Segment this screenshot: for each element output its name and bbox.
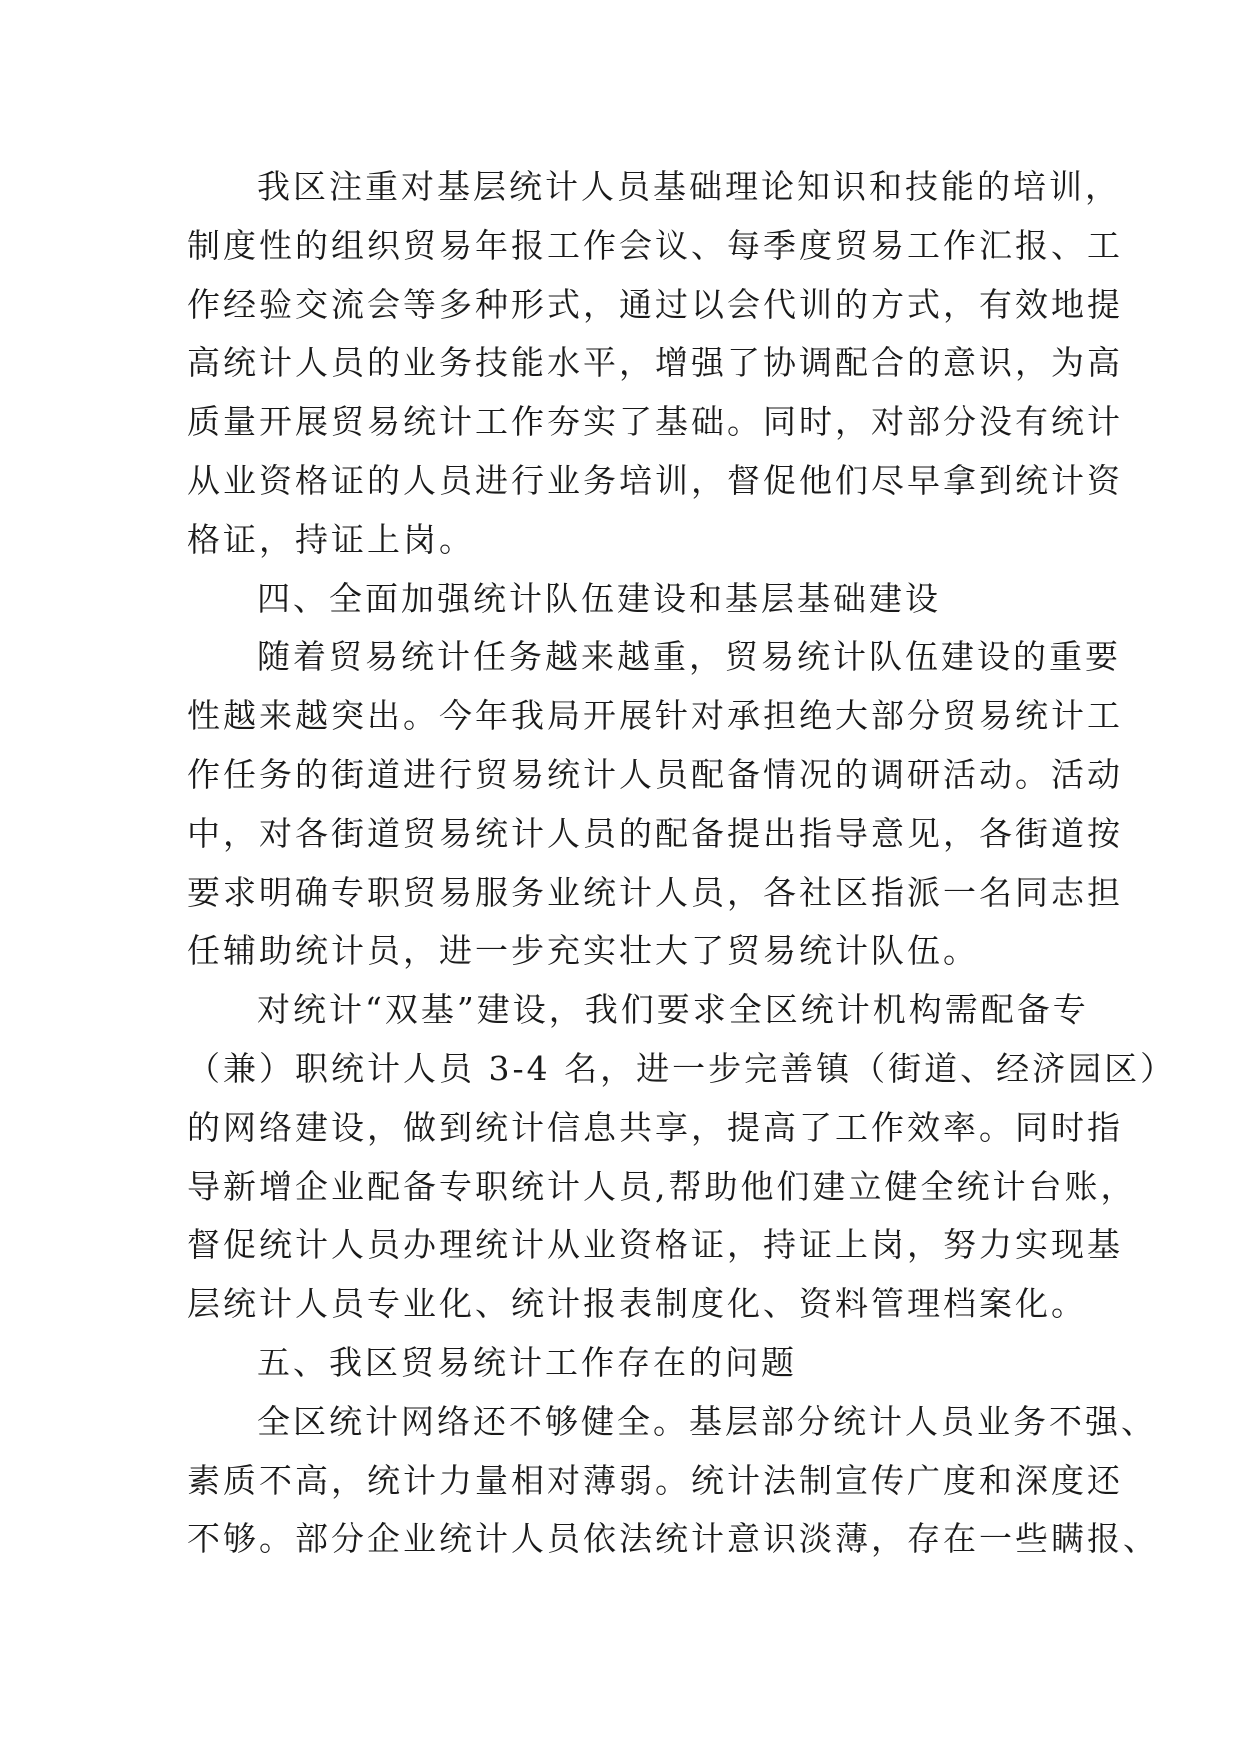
- paragraph-line: 制度性的组织贸易年报工作会议、每季度贸易工作汇报、工: [187, 225, 1123, 265]
- document-body: [187, 158, 1177, 1569]
- paragraph-line: 对统计“双基”建设，我们要求全区统计机构需配备专: [257, 990, 1089, 1030]
- section-heading: 五、我区贸易统计工作存在的问题: [257, 1342, 797, 1382]
- paragraph-line: 作任务的街道进行贸易统计人员配备情况的调研活动。活动: [187, 754, 1123, 794]
- section-heading: 四、全面加强统计队伍建设和基层基础建设: [257, 578, 941, 618]
- paragraph-line: 质量开展贸易统计工作夯实了基础。同时，对部分没有统计: [187, 402, 1123, 442]
- paragraph-line: 导新增企业配备专职统计人员,帮助他们建立健全统计台账，: [187, 1166, 1137, 1206]
- paragraph-line: 的网络建设，做到统计信息共享，提高了工作效率。同时指: [187, 1107, 1123, 1147]
- paragraph-line: 素质不高，统计力量相对薄弱。统计法制宣传广度和深度还: [187, 1460, 1123, 1500]
- paragraph-line: 要求明确专职贸易服务业统计人员，各社区指派一名同志担: [187, 872, 1123, 912]
- paragraph-line: 性越来越突出。今年我局开展针对承担绝大部分贸易统计工: [187, 696, 1123, 736]
- paragraph-line: 中，对各街道贸易统计人员的配备提出指导意见，各街道按: [187, 813, 1123, 853]
- paragraph-line: 格证，持证上岗。: [187, 519, 475, 559]
- paragraph-line: 督促统计人员办理统计从业资格证，持证上岗，努力实现基: [187, 1225, 1123, 1265]
- paragraph-line: 从业资格证的人员进行业务培训，督促他们尽早拿到统计资: [187, 460, 1123, 500]
- paragraph-line: 高统计人员的业务技能水平，增强了协调配合的意识，为高: [187, 343, 1123, 383]
- paragraph-line: 不够。部分企业统计人员依法统计意识淡薄，存在一些瞒报、: [187, 1519, 1159, 1559]
- paragraph-line: 作经验交流会等多种形式，通过以会代训的方式，有效地提: [187, 284, 1123, 324]
- paragraph-line: 随着贸易统计任务越来越重，贸易统计队伍建设的重要: [257, 637, 1121, 677]
- paragraph-line: （兼）职统计人员 3-4 名，进一步完善镇（街道、经济园区）: [187, 1048, 1177, 1088]
- paragraph-line: 全区统计网络还不够健全。基层部分统计人员业务不强、: [257, 1401, 1157, 1441]
- paragraph-line: 我区注重对基层统计人员基础理论知识和技能的培训，: [257, 167, 1121, 206]
- paragraph-line: 任辅助统计员，进一步充实壮大了贸易统计队伍。: [187, 931, 979, 971]
- paragraph-line: 层统计人员专业化、统计报表制度化、资料管理档案化。: [187, 1284, 1087, 1324]
